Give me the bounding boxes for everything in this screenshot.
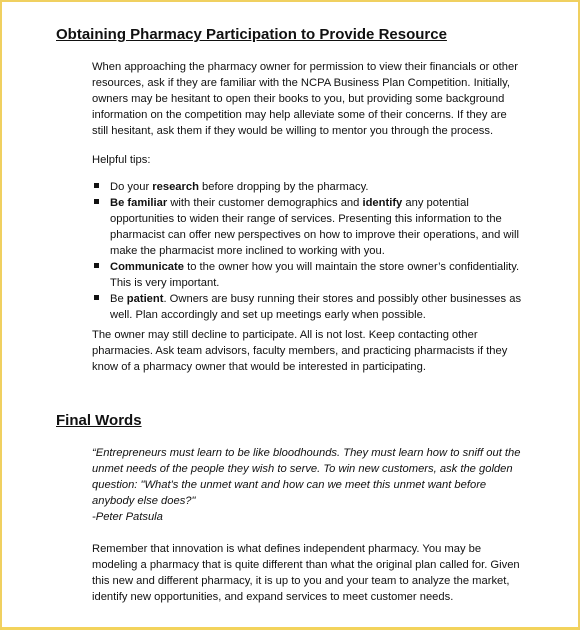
list-item: Communicate to the owner how you will maintain the store owner’s confidentiality. This is very important.	[92, 259, 532, 291]
text-line: When approaching the pharmacy owner for permission to view their financials or other	[92, 61, 518, 73]
quote-block	[92, 445, 532, 525]
text-line: pharmacies. Ask team advisors, faculty members, and practicing pharmacists if they	[92, 345, 508, 357]
text-line: this new and different pharmacy, it is up to you and your team to analyze the market,	[92, 575, 510, 587]
section-heading-pharmacy-participation: Obtaining Pharmacy Participation to Provide Resource	[56, 26, 447, 43]
text-line: The owner may still decline to participate. All is not lost. Keep contacting other	[92, 329, 478, 341]
list-item: Do your research before dropping by the pharmacy.	[92, 179, 532, 195]
text-line: identify new opportunities, and expand services to meet customer needs.	[92, 591, 454, 603]
text-line: modeling a pharmacy that is quite different than what the original plan called for. Given	[92, 559, 520, 571]
text-line: question: "What's the unmet want and how can we meet this unmet want before	[92, 479, 487, 491]
quote-attribution: -Peter Patsula	[92, 511, 163, 523]
bullet-icon	[94, 183, 99, 188]
list-item: Be familiar with their customer demographics and identify any potential opportunities to widen their range of services. Presenting this information to the pharmacist can offer new perspectives on how to improve their operations, and will make the pharmacist more inclined to working with you.	[92, 195, 532, 259]
text-line: anybody else does?"	[92, 495, 196, 507]
text-line: still hesitant, ask them if they would be willing to mentor you through the process.	[92, 125, 494, 137]
bullet-icon	[94, 295, 99, 300]
bullet-icon	[94, 263, 99, 268]
bullet-icon	[94, 199, 99, 204]
text-line: owners may be hesitant to open their books to you, but providing some background	[92, 93, 505, 105]
paragraph-decline	[92, 327, 532, 375]
section-heading-final-words: Final Words	[56, 412, 142, 429]
list-item: Be patient. Owners are busy running their stores and possibly other businesses as well. Plan accordingly and set up meetings early when possible.	[92, 291, 532, 323]
paragraph-approach	[92, 59, 532, 139]
text-line: resources, ask if they are familiar with the NCPA Business Plan Competition. Initially,	[92, 77, 511, 89]
helpful-tips-label: Helpful tips:	[92, 154, 151, 166]
text-line: know of a pharmacy owner that would be interested in participating.	[92, 361, 426, 373]
paragraph-innovation	[92, 541, 532, 605]
text-line: “Entrepreneurs must learn to be like bloodhounds. They must learn how to sniff out the	[92, 447, 521, 459]
text-line: Remember that innovation is what defines independent pharmacy. You may be	[92, 543, 482, 555]
tips-list	[92, 179, 532, 323]
text-line: information on the competition may help alleviate some of their concerns. If they are	[92, 109, 507, 121]
text-line: unmet needs of the people they wish to serve. To win new customers, ask the golden	[92, 463, 513, 475]
